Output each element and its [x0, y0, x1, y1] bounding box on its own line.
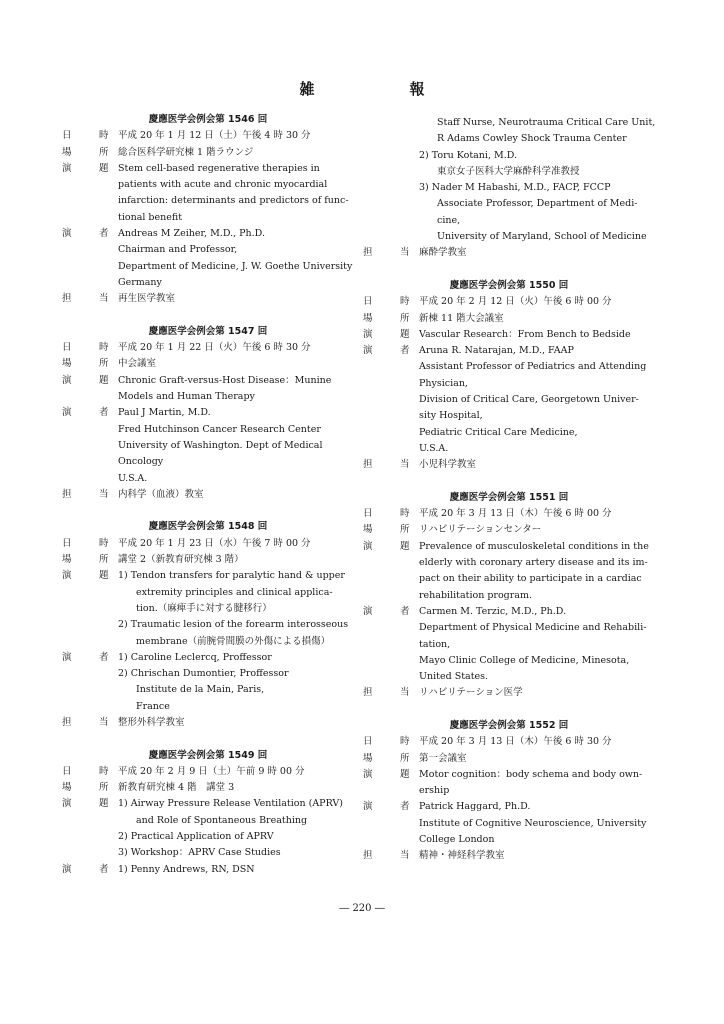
topic-cont	[62, 210, 354, 226]
section-title-1552: 慶應医学会例会第 1552 回	[449, 719, 569, 731]
date-label: 日 時	[363, 508, 419, 520]
speaker-line: Institute of Cognitive Neuroscience, University	[419, 817, 647, 829]
topic-line: 1) Airway Pressure Release Ventilation (APRV)	[118, 798, 343, 810]
speaker-cont	[363, 229, 655, 245]
speaker-row	[62, 650, 354, 666]
topic-row	[62, 568, 354, 584]
topic-line: pact on their ability to participate in a cardiac	[419, 573, 642, 585]
topic-label: 演 題	[363, 328, 419, 340]
host-value: 整形外科学教室	[118, 716, 185, 728]
speaker-line: College London	[419, 834, 495, 846]
topic-line: Chronic Graft-versus-Host Disease：Munine	[118, 374, 332, 386]
topic-line: membrane（前腕骨間膜の外傷による損傷）	[136, 635, 331, 647]
speaker-cont	[363, 376, 655, 392]
speaker-line: R Adams Cowley Shock Trauma Center	[437, 133, 627, 145]
place-label: 場 所	[363, 312, 419, 324]
speaker-row	[62, 862, 354, 878]
date-label: 日 時	[62, 765, 118, 777]
date-label: 日 時	[62, 537, 118, 549]
speaker-cont	[62, 259, 354, 275]
speaker-cont	[62, 471, 354, 487]
host-label: 担 当	[62, 293, 118, 305]
speaker-line: Physician,	[419, 377, 468, 389]
topic-cont	[62, 829, 354, 845]
place-row	[62, 145, 354, 161]
section-title-1548: 慶應医学会例会第 1548 回	[148, 521, 268, 533]
place-label: 場 所	[62, 554, 118, 566]
host-label: 担 当	[62, 488, 118, 500]
place-label: 場 所	[62, 358, 118, 370]
speaker-cont	[62, 682, 354, 698]
speaker-label: 演 者	[62, 228, 118, 240]
topic-label: 演 題	[62, 162, 118, 174]
host-row	[363, 245, 655, 261]
place-value: 新棟 11 階大会議室	[419, 312, 504, 324]
speaker-cont	[363, 669, 655, 685]
speaker-cont	[363, 832, 655, 848]
speaker-row	[62, 405, 354, 421]
date-value: 平成 20 年 3 月 13 日（木）午後 6 時 00 分	[419, 508, 612, 520]
speaker-line: United States.	[419, 671, 489, 683]
date-row	[363, 734, 655, 750]
speaker-line: Mayo Clinic College of Medicine, Minesota,	[419, 654, 630, 666]
topic-line: Stem cell-based regenerative therapies in	[118, 162, 320, 174]
topic-cont	[62, 634, 354, 650]
speaker-cont	[62, 438, 354, 454]
speaker-line: Fred Hutchinson Cancer Research Center	[118, 423, 321, 435]
speaker-cont	[363, 441, 655, 457]
place-value: 第一会議室	[419, 752, 467, 764]
topic-line: 3) Workshop：APRV Case Studies	[118, 847, 281, 859]
topic-line: rehabilitation program.	[419, 589, 532, 601]
speaker-cont	[363, 620, 655, 636]
speaker-cont	[363, 816, 655, 832]
page-title: 雑 報	[299, 80, 465, 98]
speaker-line: Department of Medicine, J. W. Goethe University	[118, 260, 353, 272]
date-label: 日 時	[62, 130, 118, 142]
speaker-line: 1) Caroline Leclercq, Proffessor	[118, 651, 272, 663]
topic-cont	[62, 585, 354, 601]
speaker-cont	[363, 196, 655, 212]
speaker-line: Staff Nurse, Neurotrauma Critical Care Unit,	[437, 117, 655, 128]
speaker-cont	[363, 359, 655, 375]
date-label: 日 時	[363, 736, 419, 748]
host-row	[363, 685, 655, 701]
topic-cont	[363, 588, 655, 604]
topic-line: 2) Traumatic lesion of the forearm interosseous	[118, 619, 349, 631]
speaker-row	[363, 343, 655, 359]
right-column	[363, 115, 655, 865]
speaker-cont	[363, 425, 655, 441]
topic-line: Models and Human Therapy	[118, 391, 255, 403]
topic-line: Vascular Research：From Bench to Bedside	[419, 328, 631, 340]
topic-label: 演 題	[363, 768, 419, 780]
topic-label: 演 題	[62, 570, 118, 582]
place-value: 新教育研究棟 4 階 講堂 3	[118, 782, 235, 794]
place-value: 講堂 2（新教育研究棟 3 階）	[118, 554, 244, 566]
date-row	[62, 340, 354, 356]
host-row	[363, 457, 655, 473]
place-value: リハビリテーションセンター	[419, 524, 542, 536]
host-label: 担 当	[363, 459, 419, 471]
host-label: 担 当	[363, 687, 419, 699]
speaker-line: Pediatric Critical Care Medicine,	[419, 426, 578, 438]
host-value: 再生医学教室	[118, 293, 176, 305]
speaker-line: tation,	[419, 638, 451, 650]
date-value: 平成 20 年 1 月 22 日（火）午後 6 時 30 分	[118, 342, 311, 354]
section-title-1551: 慶應医学会例会第 1551 回	[449, 491, 569, 503]
topic-cont	[62, 617, 354, 633]
topic-cont	[363, 571, 655, 587]
host-value: 精神・神経科学教室	[419, 850, 505, 862]
speaker-cont	[363, 164, 655, 180]
host-value: 小児科学教室	[419, 459, 477, 471]
speaker-line: Aruna R. Natarajan, M.D., FAAP	[419, 345, 574, 357]
topic-line: extremity principles and clinical applica-	[136, 586, 333, 598]
page-number: ― 220 ―	[339, 903, 385, 914]
place-label: 場 所	[62, 146, 118, 158]
speaker-line: Paul J Martin, M.D.	[118, 407, 211, 419]
speaker-line: Division of Critical Care, Georgetown Univer-	[419, 394, 639, 406]
topic-cont	[62, 813, 354, 829]
date-value: 平成 20 年 3 月 13 日（木）午後 6 時 30 分	[419, 736, 612, 748]
date-row	[363, 506, 655, 522]
speaker-cont	[363, 653, 655, 669]
host-label: 担 当	[363, 850, 419, 862]
speaker-cont	[363, 131, 655, 147]
speaker-cont	[62, 275, 354, 291]
topic-cont	[62, 193, 354, 209]
topic-label: 演 題	[62, 798, 118, 810]
speaker-line: 3) Nader M Habashi, M.D., FACP, FCCP	[419, 182, 611, 194]
place-value: 中会議室	[118, 358, 157, 370]
section-title-1547: 慶應医学会例会第 1547 回	[148, 325, 268, 337]
date-label: 日 時	[363, 296, 419, 308]
date-row	[363, 294, 655, 310]
place-row	[363, 522, 655, 538]
speaker-line: Patrick Haggard, Ph.D.	[419, 801, 531, 813]
topic-cont	[62, 389, 354, 405]
host-row	[62, 291, 354, 307]
left-column	[62, 112, 354, 878]
topic-line: ership	[419, 785, 450, 797]
date-value: 平成 20 年 1 月 23 日（水）午後 7 時 00 分	[118, 537, 311, 549]
place-label: 場 所	[363, 752, 419, 764]
date-value: 平成 20 年 2 月 12 日（火）午後 6 時 00 分	[419, 296, 612, 308]
speaker-line: Institute de la Main, Paris,	[136, 684, 265, 696]
speaker-cont	[363, 148, 655, 164]
host-row	[62, 715, 354, 731]
speaker-label: 演 者	[363, 801, 419, 813]
topic-cont	[363, 555, 655, 571]
topic-line: Motor cognition：body schema and body own-	[419, 768, 643, 780]
place-row	[363, 311, 655, 327]
speaker-line: Associate Professor, Department of Medi-	[437, 198, 638, 210]
date-value: 平成 20 年 2 月 9 日（土）午前 9 時 00 分	[118, 765, 305, 777]
speaker-line: University of Washington. Dept of Medical	[118, 439, 323, 451]
speaker-cont	[363, 115, 655, 131]
topic-line: tion.（麻痺手に対する腱移行）	[136, 602, 272, 614]
speaker-line: Assistant Professor of Pediatrics and Attending	[419, 361, 647, 373]
speaker-line: 1) Penny Andrews, RN, DSN	[118, 863, 255, 875]
place-row	[62, 552, 354, 568]
section-title-1550: 慶應医学会例会第 1550 回	[449, 279, 569, 291]
date-label: 日 時	[62, 342, 118, 354]
speaker-cont	[62, 666, 354, 682]
speaker-label: 演 者	[363, 345, 419, 357]
speaker-label: 演 者	[62, 651, 118, 663]
speaker-line: 2) Toru Kotani, M.D.	[419, 149, 518, 161]
date-value: 平成 20 年 1 月 12 日（土）午後 4 時 30 分	[118, 130, 311, 142]
place-label: 場 所	[62, 782, 118, 794]
speaker-cont	[363, 408, 655, 424]
speaker-line: Carmen M. Terzic, M.D., Ph.D.	[419, 605, 567, 617]
speaker-cont	[62, 242, 354, 258]
section-title-1546: 慶應医学会例会第 1546 回	[148, 114, 268, 125]
topic-row	[363, 767, 655, 783]
speaker-cont	[363, 637, 655, 653]
speaker-row	[62, 226, 354, 242]
host-value: 麻酔学教室	[419, 247, 467, 259]
place-row	[363, 751, 655, 767]
topic-row	[363, 539, 655, 555]
topic-row	[62, 373, 354, 389]
topic-line: tional benefit	[118, 211, 183, 223]
place-value: 総合医科学研究棟 1 階ラウンジ	[118, 146, 254, 158]
date-row	[62, 128, 354, 144]
topic-line: and Role of Spontaneous Breathing	[136, 814, 308, 826]
speaker-cont	[363, 180, 655, 196]
host-label: 担 当	[363, 247, 419, 259]
speaker-line: 2) Chrischan Dumontier, Proffessor	[118, 668, 289, 680]
speaker-line: cine,	[437, 214, 461, 226]
speaker-cont	[62, 699, 354, 715]
speaker-cont	[62, 422, 354, 438]
topic-line: infarction: determinants and predictors of func-	[118, 195, 349, 207]
speaker-line: sity Hospital,	[419, 410, 483, 422]
speaker-row	[363, 799, 655, 815]
speaker-line: University of Maryland, School of Medicine	[437, 231, 647, 243]
host-row	[62, 487, 354, 503]
speaker-cont	[363, 392, 655, 408]
host-label: 担 当	[62, 716, 118, 728]
host-row	[363, 848, 655, 864]
speaker-line: U.S.A.	[419, 442, 449, 454]
speaker-line: Oncology	[118, 456, 164, 468]
topic-row	[62, 796, 354, 812]
speaker-line: Andreas M Zeiher, M.D., Ph.D.	[118, 228, 265, 240]
topic-row	[62, 161, 354, 177]
section-title-1549: 慶應医学会例会第 1549 回	[148, 749, 268, 761]
speaker-row	[363, 604, 655, 620]
speaker-label: 演 者	[62, 863, 118, 875]
topic-cont	[62, 845, 354, 861]
speaker-cont	[62, 454, 354, 470]
host-value: 内科学（血液）教室	[118, 488, 204, 500]
topic-label: 演 題	[62, 374, 118, 386]
place-label: 場 所	[363, 524, 419, 536]
place-row	[62, 356, 354, 372]
speaker-line: Germany	[118, 276, 162, 288]
host-value: リハビリテーション医学	[419, 687, 523, 699]
speaker-line: 東京女子医科大学麻酔科学准教授	[437, 165, 580, 177]
speaker-line: France	[136, 700, 170, 712]
topic-label: 演 題	[363, 540, 419, 552]
date-row	[62, 764, 354, 780]
topic-line: patients with acute and chronic myocardial	[118, 179, 328, 191]
topic-line: 1) Tendon transfers for paralytic hand & upper	[118, 570, 345, 582]
speaker-label: 演 者	[62, 407, 118, 419]
speaker-cont	[363, 213, 655, 229]
topic-row	[363, 327, 655, 343]
speaker-line: U.S.A.	[118, 472, 148, 484]
date-row	[62, 536, 354, 552]
speaker-label: 演 者	[363, 605, 419, 617]
topic-cont	[363, 783, 655, 799]
topic-line: 2) Practical Application of APRV	[118, 831, 274, 843]
speaker-line: Chairman and Professor,	[118, 244, 238, 256]
topic-cont	[62, 177, 354, 193]
topic-line: elderly with coronary artery disease and its im-	[419, 557, 648, 569]
place-row	[62, 780, 354, 796]
topic-line: Prevalence of musculoskeletal conditions in the	[419, 540, 649, 552]
topic-cont	[62, 601, 354, 617]
speaker-line: Department of Physical Medicine and Rehabili-	[419, 622, 647, 634]
